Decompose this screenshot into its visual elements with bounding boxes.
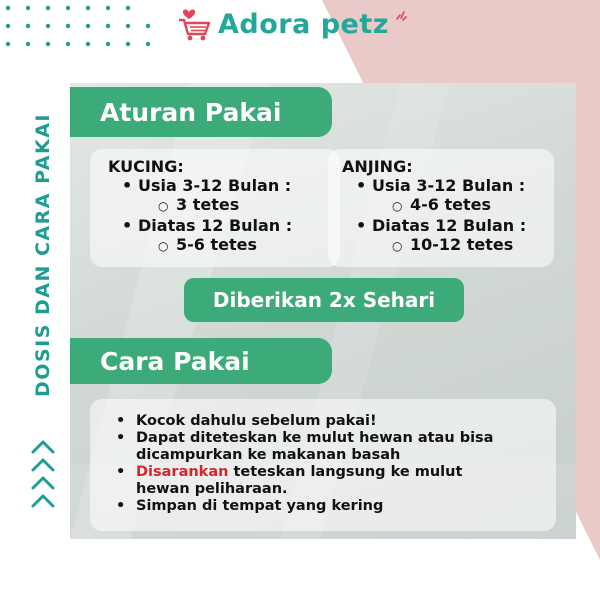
list-item: • Disarankan teteskan langsung ke mulut hewan peliharaan.	[116, 464, 463, 497]
list-item: ○ 3 tetes	[158, 195, 240, 214]
list-item: • Dapat diteteskan ke mulut hewan atau bisa dicampurkan ke makanan basah	[116, 430, 494, 463]
decorative-dots	[0, 0, 170, 60]
list-item: ○ 10-12 tetes	[392, 235, 514, 254]
anjing-heading: ANJING:	[342, 157, 413, 176]
anjing-dosage-box	[328, 149, 554, 267]
brand-name: Adora petz	[218, 8, 389, 40]
frequency-badge: Diberikan 2x Sehari	[184, 278, 464, 322]
list-item: ○ 4-6 tetes	[392, 195, 491, 214]
list-item: • Usia 3-12 Bulan :	[356, 176, 526, 195]
list-item: • Kocok dahulu sebelum pakai!	[116, 413, 377, 429]
list-item: ○ 5-6 tetes	[158, 235, 257, 254]
cara-pakai-title: Cara Pakai	[70, 338, 332, 384]
sparkle-icon	[395, 10, 407, 22]
side-title: DOSIS DAN CARA PAKAI	[32, 113, 54, 397]
shopping-cart-icon	[178, 6, 212, 42]
kucing-dosage-box	[90, 149, 340, 267]
highlight-word: Disarankan	[136, 464, 229, 480]
kucing-heading: KUCING:	[108, 157, 184, 176]
list-item: • Diatas 12 Bulan :	[356, 216, 527, 235]
chevron-up-icon	[28, 438, 58, 518]
aturan-pakai-title: Aturan Pakai	[70, 87, 332, 137]
list-item: • Simpan di tempat yang kering	[116, 498, 384, 514]
instructions-box	[90, 399, 556, 531]
list-item: • Diatas 12 Bulan :	[122, 216, 293, 235]
info-card	[70, 83, 576, 539]
brand-header	[178, 6, 407, 42]
list-item: • Usia 3-12 Bulan :	[122, 176, 292, 195]
